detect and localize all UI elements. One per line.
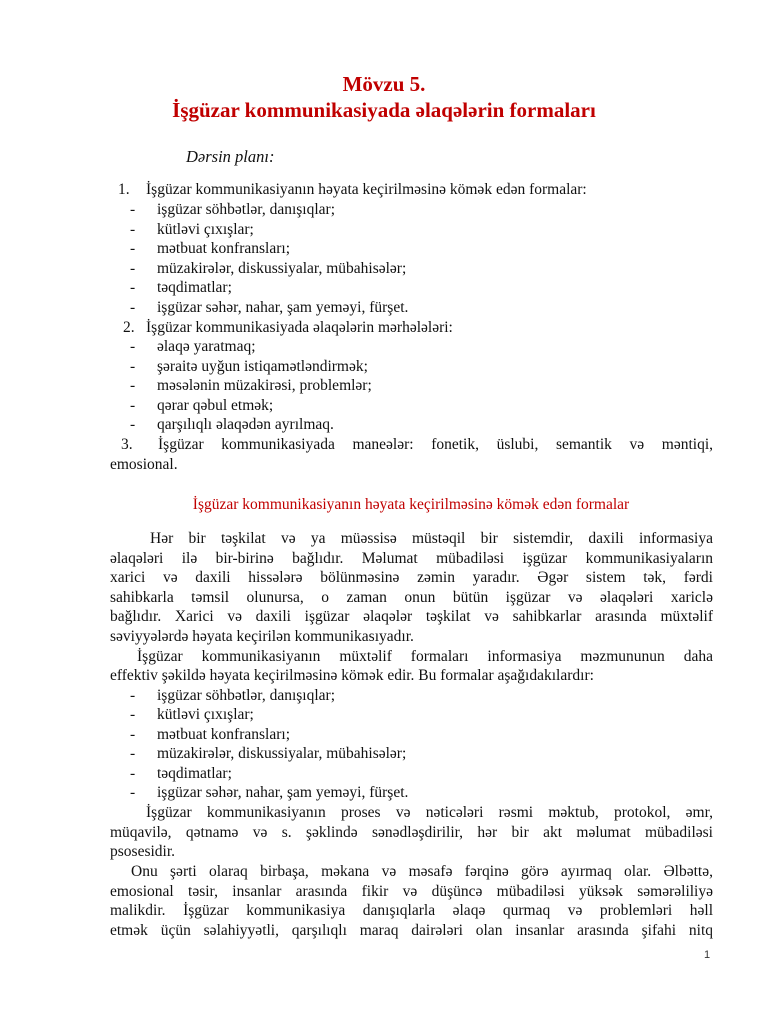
paragraph-line: İşgüzar kommunikasiyanın proses və nəticələri rəsmi məktub, protokol, əmr,: [146, 804, 713, 821]
plan-item-3-continuation: emosional.: [110, 456, 178, 473]
paragraph-line: Onu şərti olaraq birbaşa, məkana və məsafə fərqinə görə ayırmaq olar. Əlbəttə,: [131, 863, 713, 880]
paragraph-line: sahibkarla təmsil olunursa, o zaman onun bütün işgüzar və əlaqələri xariclə: [110, 589, 713, 606]
document-page: Mövzu 5. İşgüzar kommunikasiyada əlaqələrin formaları Dərsin planı: 1. İşgüzar kommunikasiyanın həyata keçirilməsinə kömək edən formalar: - işgüzar söhbətlər, danışıqlar; - kütləvi çıxışlar; - mətbuat konfransları; - müzakirələr, diskussiyalar, mübahisələr; - təqdimatlar; - işgüzar səhər, nahar, şam yeməyi, fürşet. 2. İşgüzar kommunikasiyada əlaqələrin mərhələləri: - əlaqə yaratmaq; - şəraitə uyğun istiqamətləndirmək; - məsələnin müzakirəsi, problemlər; - qərar qəbul etmək; - qarşılıqlı əlaqədən ayrılmaq. 3. İşgüzar kommunikasiyada maneələr: fonetik, üslubi, semantik və məntiqi, emosional. İşgüzar kommunikasiyanın həyata keçirilməsinə kömək edən formalar Hər bir təşkilat və ya müəssisə müstəqil bir sistemdir, daxili informasiya əlaqələri ilə bir-birinə bağlıdır. Məlumat mübadiləsi işgüzar kommunikasiyaların xarici və daxili hissələrə bölünməsinə zəmin yaradır. Əgər sistem tək, fərdi sahibkarla təmsil olunursa, o zaman onun bütün işgüzar və əlaqələri xariclə bağlıdır. Xarici və daxili işgüzar əlaqələr təşkilat və sahibkarlar arasında müxtəlif səviyyələrdə həyata keçirilən kommunikasıyadır. İşgüzar kommunikasiyanın müxtəlif formaları informasiya məzmununun daha effektiv şəkildə həyata keçirilməsinə kömək edir. Bu formalar aşağıdakılardır: - işgüzar söhbətlər, danışıqlar; - kütləvi çıxışlar; - mətbuat konfransları; - müzakirələr, diskussiyalar, mübahisələr; - təqdimatlar; - işgüzar səhər, nahar, şam yeməyi, fürşet. İşgüzar kommunikasiyanın proses və nəticələri rəsmi məktub, protokol, əmr, müqavilə, qətnamə və s. şəklində sənədləşdirilir, hər bir akt məlumat mübadiləsi psosesidir. Onu şərti olaraq birbaşa, məkana və məsafə fərqinə görə ayırmaq olar. Əlbəttə, emosional təsir, insanlar arasında fikir və düşüncə mübadiləsi yüksək səmərəliliyə malikdir. İşgüzar kommunikasiya danışıqlarla əlaqə qurmaq və problemləri həll etmək üçün səlahiyyətli, qarşılıqlı maraq dairələri olan insanlar arasında şifahi nitq 1: [0, 0, 768, 1024]
paragraph-line: İşgüzar kommunikasiyanın müxtəlif formaları informasiya məzmununun daha: [137, 648, 713, 665]
plan-item-text: İşgüzar kommunikasiyanın həyata keçirilməsinə kömək edən formalar:: [146, 181, 587, 198]
paragraph-line: əlaqələri ilə bir-birinə bağlıdır. Məlumat mübadiləsi işgüzar kommunikasiyaların: [110, 550, 713, 567]
page-title: Mövzu 5.: [342, 72, 426, 96]
plan-item-number: 2.: [123, 319, 135, 336]
plan-label: Dərsin planı:: [186, 147, 275, 166]
page-number: 1: [704, 949, 711, 961]
plan-item-number: 1.: [118, 181, 130, 198]
paragraph-line: xarici və daxili hissələrə bölünməsinə zəmin yaradır. Əgər sistem tək, fərdi: [110, 569, 713, 586]
page-subtitle: İşgüzar kommunikasiyada əlaqələrin formaları: [172, 98, 596, 122]
paragraph-line: Hər bir təşkilat və ya müəssisə müstəqil bir sistemdir, daxili informasiya: [150, 530, 713, 547]
paragraph-line: emosional təsir, insanlar arasında fikir və düşüncə mübadiləsi yüksək səmərəliliyə: [110, 883, 713, 900]
paragraph-line: bağlıdır. Xarici və daxili işgüzar əlaqələr təşkilat və sahibkarlar arasında müxtəlif: [110, 608, 713, 625]
paragraph-line: səviyyələrdə həyata keçirilən kommunikasıyadır.: [110, 628, 414, 645]
paragraph-line: malikdir. İşgüzar kommunikasiya danışıqlarla əlaqə qurmaq və problemləri həll: [110, 902, 713, 919]
paragraph-line: etmək üçün səlahiyyətli, qarşılıqlı maraq dairələri olan insanlar arasında şifahi nitq: [110, 922, 713, 939]
paragraph-line: effektiv şəkildə həyata keçirilməsinə kömək edir. Bu formalar aşağıdakılardır:: [110, 667, 594, 684]
paragraph-line: müqavilə, qətnamə və s. şəklində sənədləşdirilir, hər bir akt məlumat mübadiləsi: [110, 824, 713, 841]
section-heading: İşgüzar kommunikasiyanın həyata keçirilməsinə kömək edən formalar: [192, 496, 630, 513]
paragraph-line: psosesidir.: [110, 843, 176, 860]
plan-item-text: İşgüzar kommunikasiyada əlaqələrin mərhələləri:: [146, 319, 453, 336]
plan-item-3-text: İşgüzar kommunikasiyada maneələr: fonetik, üslubi, semantik və məntiqi,: [158, 436, 713, 453]
